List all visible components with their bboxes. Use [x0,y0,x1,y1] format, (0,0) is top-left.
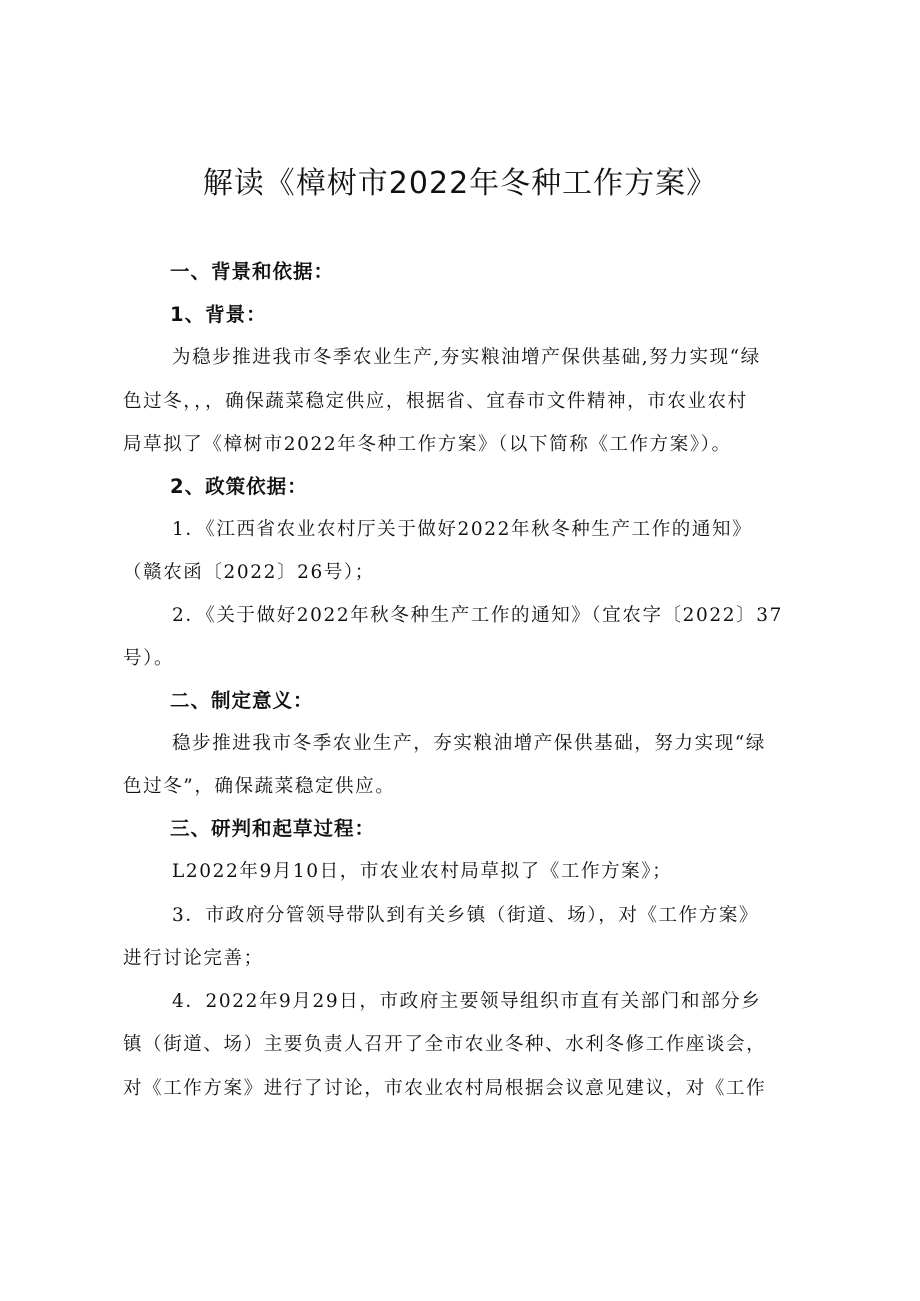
paragraph-line: 3．市政府分管领导带队到有关乡镇（街道、场），对《工作方案》 [172,905,760,926]
paragraph-line: 1．《江西省农业农村厅关于做好2022年秋冬种生产工作的通知》 [172,519,753,540]
document-title: 解读《樟树市2022年冬种工作方案》 [202,166,718,201]
paragraph-line: L2022年9月10日，市农业农村局草拟了《工作方案》； [172,861,673,882]
paragraph-line: 镇（街道、场）主要负责人召开了全市农业冬种、水利冬修工作座谈会， [123,1034,767,1055]
paragraph-line: （赣农函〔2022〕26号）； [123,562,375,583]
paragraph-line: 稳步推进我市冬季农业生产，夯实粮油增产保供基础，努力实现“绿 [172,733,766,754]
section-heading-background: 一、背景和依据： [170,260,335,283]
paragraph-line: 4．2022年9月29日，市政府主要领导组织市直有关部门和部分乡 [172,991,762,1012]
paragraph-line: 局草拟了《樟树市2022年冬种工作方案》（以下简称《工作方案》）。 [123,434,732,455]
paragraph-line: 对《工作方案》进行了讨论，市农业农村局根据会议意见建议，对《工作 [123,1078,767,1099]
paragraph-line: 2．《关于做好2022年秋冬种生产工作的通知》（宜农字〔2022〕37 [172,605,783,626]
paragraph-line: 色过冬”，确保蔬菜稳定供应。 [123,776,396,797]
paragraph-line: 号）。 [123,648,175,669]
section-heading-significance: 二、制定意义： [170,689,314,712]
paragraph-line: 进行讨论完善； [123,948,264,969]
subheading-policy-basis: 2、政策依据： [170,475,308,498]
subheading-background: 1、背景： [170,303,267,326]
paragraph-line: 为稳步推进我市冬季农业生产,夯实粮油增产保供基础,努力实现“绿 [172,347,761,368]
section-heading-drafting-process: 三、研判和起草过程： [170,817,376,840]
paragraph-line: 色过冬，，，确保蔬菜稳定供应，根据省、宜春市文件精神，市农业农村 [123,391,748,412]
